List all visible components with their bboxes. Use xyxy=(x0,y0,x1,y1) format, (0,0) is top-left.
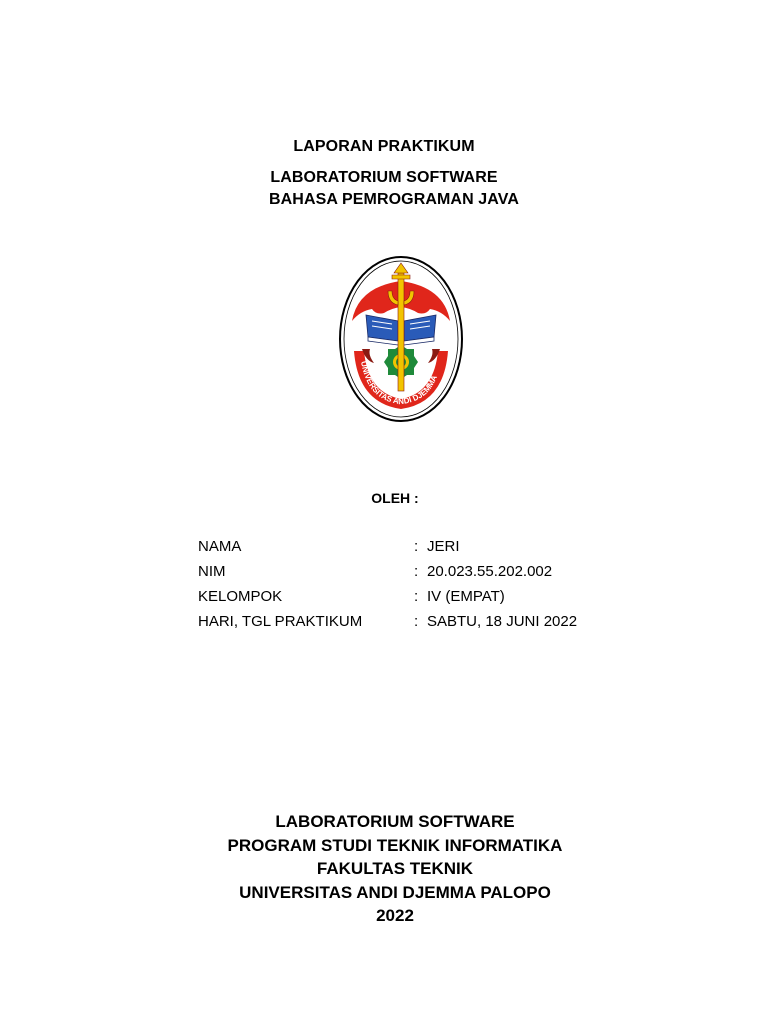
course-name: BAHASA PEMROGRAMAN JAVA xyxy=(268,191,519,208)
info-label: NAMA xyxy=(198,538,242,555)
info-label: NIM xyxy=(198,563,226,580)
student-nim: 20.023.55.202.002 xyxy=(427,563,553,580)
footer-faculty: FAKULTAS TEKNIK xyxy=(316,859,474,878)
info-label: HARI, TGL PRAKTIKUM xyxy=(198,613,363,630)
student-group: IV (EMPAT) xyxy=(427,588,505,605)
practicum-date: SABTU, 18 JUNI 2022 xyxy=(427,613,578,630)
university-emblem-icon xyxy=(338,253,464,423)
info-colon: : xyxy=(414,588,419,605)
info-colon: : xyxy=(414,538,419,555)
info-colon: : xyxy=(414,613,419,630)
report-title: LAPORAN PRAKTIKUM xyxy=(293,138,475,155)
footer-lab: LABORATORIUM SOFTWARE xyxy=(275,812,515,831)
info-colon: : xyxy=(414,563,419,580)
institution-block xyxy=(0,810,768,928)
info-label: KELOMPOK xyxy=(198,588,283,605)
by-label: OLEH : xyxy=(371,490,419,506)
footer-program: PROGRAM STUDI TEKNIK INFORMATIKA xyxy=(227,835,563,855)
student-name: JERI xyxy=(427,538,460,555)
footer-university: UNIVERSITAS ANDI DJEMMA PALOPO xyxy=(239,882,551,902)
lab-name: LABORATORIUM SOFTWARE xyxy=(270,169,498,186)
footer-year: 2022 xyxy=(376,906,414,925)
emblem-ring-text: UNIVERSITAS ANDI DJEMMA xyxy=(359,360,439,407)
